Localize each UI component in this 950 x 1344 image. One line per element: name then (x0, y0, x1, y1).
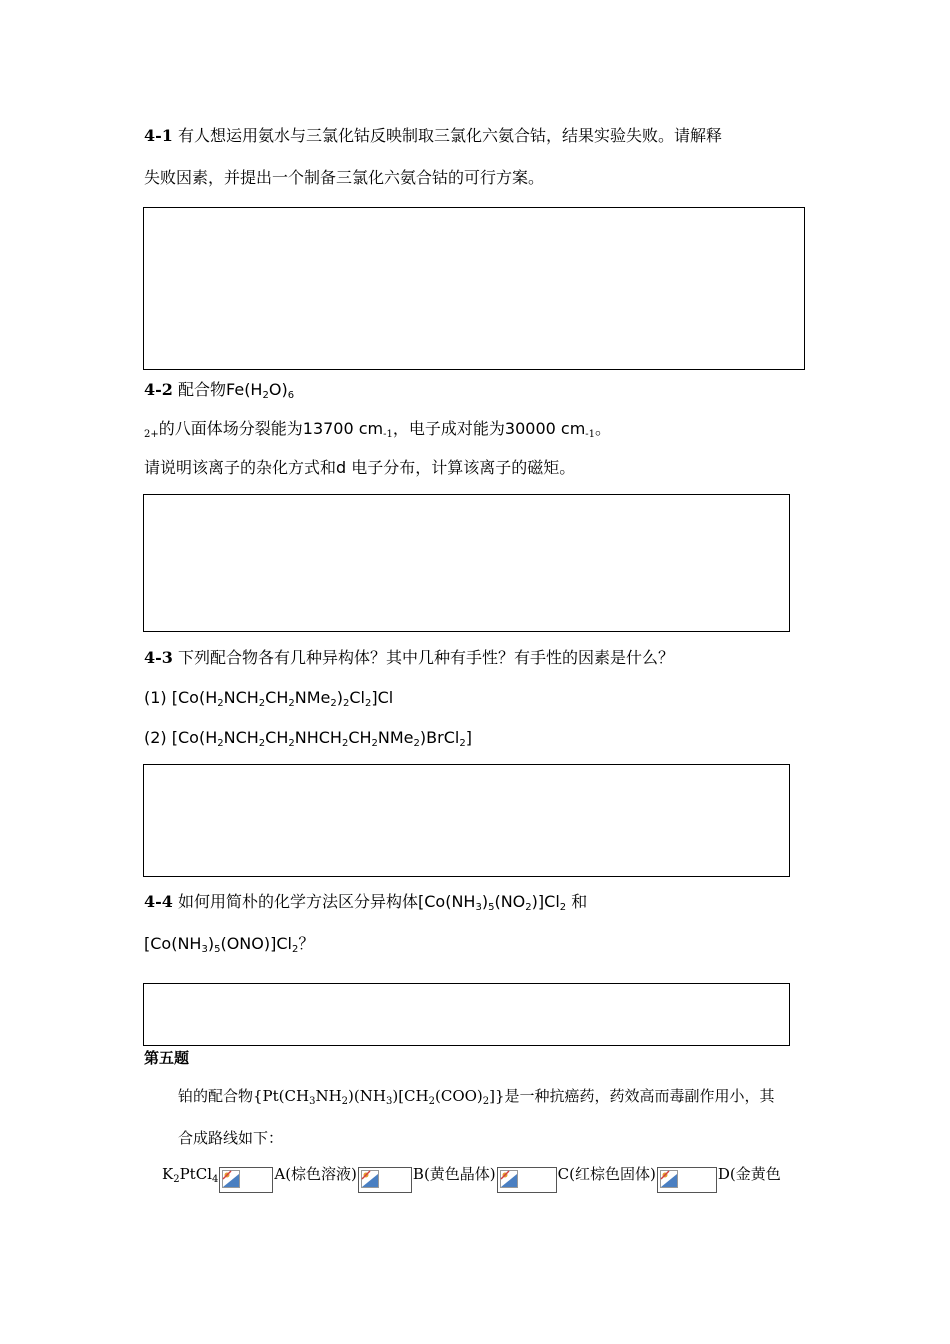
q41-text1: 有人想运用氨水与三氯化钴反映制取三氯化六氨合钴，结果实验失败。请解释 (178, 126, 723, 145)
q44-formula1 (418, 892, 566, 911)
q42-line2 (144, 419, 611, 439)
q5-paragraph-line1 (178, 1086, 775, 1106)
q43-item2-h: ] (465, 728, 472, 747)
q42-formula-b: O) (268, 380, 288, 399)
q44-f1-s3: 2 (525, 902, 532, 913)
q43-item2-e: CH (348, 728, 372, 747)
q42-formula-sub1: 2 (262, 390, 269, 401)
q42-line3c: 电子分布，计算该离子的磁矩。 (346, 458, 576, 477)
q43-item1-a: (1) [Co(H (144, 688, 218, 707)
q43-item2-s4: 2 (341, 738, 349, 749)
route-c: C(红棕色固体) (557, 1165, 656, 1183)
q44-f1-a: [Co(NH (418, 892, 476, 911)
q44-text2: 和 (566, 892, 588, 911)
q5-p1a: 铂的配合物{Pt(CH (178, 1087, 310, 1105)
q5-p1s3: 3 (385, 1096, 393, 1107)
q44-f2-b: ) (207, 934, 215, 953)
q44-f1-d: )]Cl (531, 892, 560, 911)
q43-item2-f: NMe (377, 728, 414, 747)
q42-answer-box[interactable] (143, 494, 790, 632)
broken-image-icon (657, 1167, 717, 1193)
q44-f2-s1: 3 (201, 944, 208, 955)
q44-line1 (144, 892, 587, 912)
q42-charge: 2+ (144, 429, 159, 440)
q42-number: 4-2 (144, 380, 173, 399)
q43-item1-d: NMe (294, 688, 331, 707)
q43-item1-s1: 2 (217, 698, 224, 709)
q41-line1 (144, 126, 722, 146)
q5-p1s2: 2 (341, 1096, 349, 1107)
q5-p1c: )(NH (348, 1087, 386, 1105)
q43-item1-f: Cl (349, 688, 365, 707)
broken-image-icon (497, 1167, 557, 1193)
q43-item2 (144, 728, 472, 748)
q44-f1-s1: 3 (475, 902, 482, 913)
q5-p1b: NH (315, 1087, 342, 1105)
broken-image-icon (358, 1167, 412, 1193)
q44-f2-c: (ONO)]Cl (220, 934, 292, 953)
q44-text3: ？ (298, 934, 315, 953)
q5-p1s4: 2 (428, 1096, 435, 1107)
q44-f2-a: [Co(NH (144, 934, 202, 953)
q42-formula (226, 380, 294, 399)
q44-line2 (144, 934, 314, 954)
q44-number: 4-4 (144, 892, 173, 911)
q42-line3b: d (336, 458, 347, 477)
q43-item1-e: ) (336, 688, 343, 707)
q43-item2-d: NHCH (294, 728, 342, 747)
q43-item1-c: CH (265, 688, 289, 707)
q43-item2-s5: 2 (371, 738, 378, 749)
q42-exp2: -1 (585, 429, 596, 440)
q43-line1 (144, 648, 674, 668)
q43-number: 4-3 (144, 648, 173, 667)
q5-p1s1: 3 (309, 1096, 316, 1107)
q5-p1d: )[CH (392, 1087, 429, 1105)
q43-item2-s7: 2 (459, 738, 466, 749)
q43-item2-c: CH (265, 728, 289, 747)
q42-line1 (144, 380, 294, 400)
q43-item1-s5: 2 (342, 698, 350, 709)
q43-item1 (144, 688, 393, 708)
q43-item1-s2: 2 (258, 698, 266, 709)
q42-formula-sub2: 6 (287, 390, 295, 401)
q43-answer-box[interactable] (143, 764, 790, 877)
q44-f2-s2: 5 (214, 944, 221, 955)
q42-text1: 的八面体场分裂能为 (158, 419, 303, 438)
route-start-b: PtCl (179, 1165, 212, 1183)
q41-text2: 失败因素，并提出一个制备三氯化六氨合钴的可行方案。 (144, 168, 545, 187)
q44-f2-s3: 2 (291, 944, 299, 955)
q5-paragraph-line2: 合成路线如下： (178, 1129, 284, 1147)
q42-line3 (144, 458, 575, 478)
q43-item2-s6: 2 (413, 738, 420, 749)
q42-value2: 30000 cm (504, 419, 586, 438)
q43-item2-g: )BrCl (419, 728, 460, 747)
q44-f1-s4: 2 (559, 902, 567, 913)
q43-item2-s3: 2 (288, 738, 295, 749)
q43-item1-b: NCH (223, 688, 259, 707)
route-b: B(黄色晶体) (412, 1165, 496, 1183)
q42-value1: 13700 cm (302, 419, 384, 438)
q42-line3a: 请说明该离子的杂化方式和 (144, 458, 337, 477)
broken-image-icon (219, 1167, 273, 1193)
q43-item1-g: ]Cl (371, 688, 394, 707)
q44-f1-b: ) (481, 892, 489, 911)
q42-text2: ，电子成对能为 (392, 419, 505, 438)
route-d: D(金黄色 (717, 1165, 781, 1183)
q43-item2-b: NCH (223, 728, 259, 747)
q44-formula2 (144, 934, 298, 953)
q42-label: 配合物 (178, 380, 227, 399)
q41-line2 (144, 168, 544, 188)
route-start-s2: 4 (212, 1174, 219, 1185)
q42-text3: 。 (595, 419, 612, 438)
q41-number: 4-1 (144, 126, 173, 145)
q43-item2-s1: 2 (217, 738, 224, 749)
q43-item1-s4: 2 (330, 698, 337, 709)
q5-p1s5: 2 (482, 1096, 490, 1107)
q5-p1e: (COO) (434, 1087, 483, 1105)
q5-p1f: ]}是一种抗癌药，药效高而毒副作用小，其 (489, 1087, 775, 1105)
route-start-a: K (162, 1165, 174, 1183)
route-start-s1: 2 (173, 1174, 180, 1185)
q42-formula-a: Fe(H (226, 380, 263, 399)
q44-f1-c: (NO (494, 892, 526, 911)
q44-f1-s2: 5 (488, 902, 495, 913)
route-a: A(棕色溶液) (274, 1165, 357, 1183)
q5-synthesis-route (162, 1164, 781, 1193)
q43-item1-s3: 2 (288, 698, 295, 709)
q44-answer-box[interactable] (143, 983, 790, 1046)
q44-text1: 如何用简朴的化学方法区分异构体 (178, 892, 419, 911)
q43-item2-s2: 2 (258, 738, 266, 749)
q43-text: 下列配合物各有几种异构体？其中几种有手性？有手性的因素是什么？ (178, 648, 675, 667)
q43-item2-a: (2) [Co(H (144, 728, 218, 747)
q43-item1-s6: 2 (364, 698, 372, 709)
q5-title: 第五题 (144, 1049, 190, 1067)
q42-exp1: -1 (383, 429, 393, 440)
q41-answer-box[interactable] (143, 207, 805, 370)
